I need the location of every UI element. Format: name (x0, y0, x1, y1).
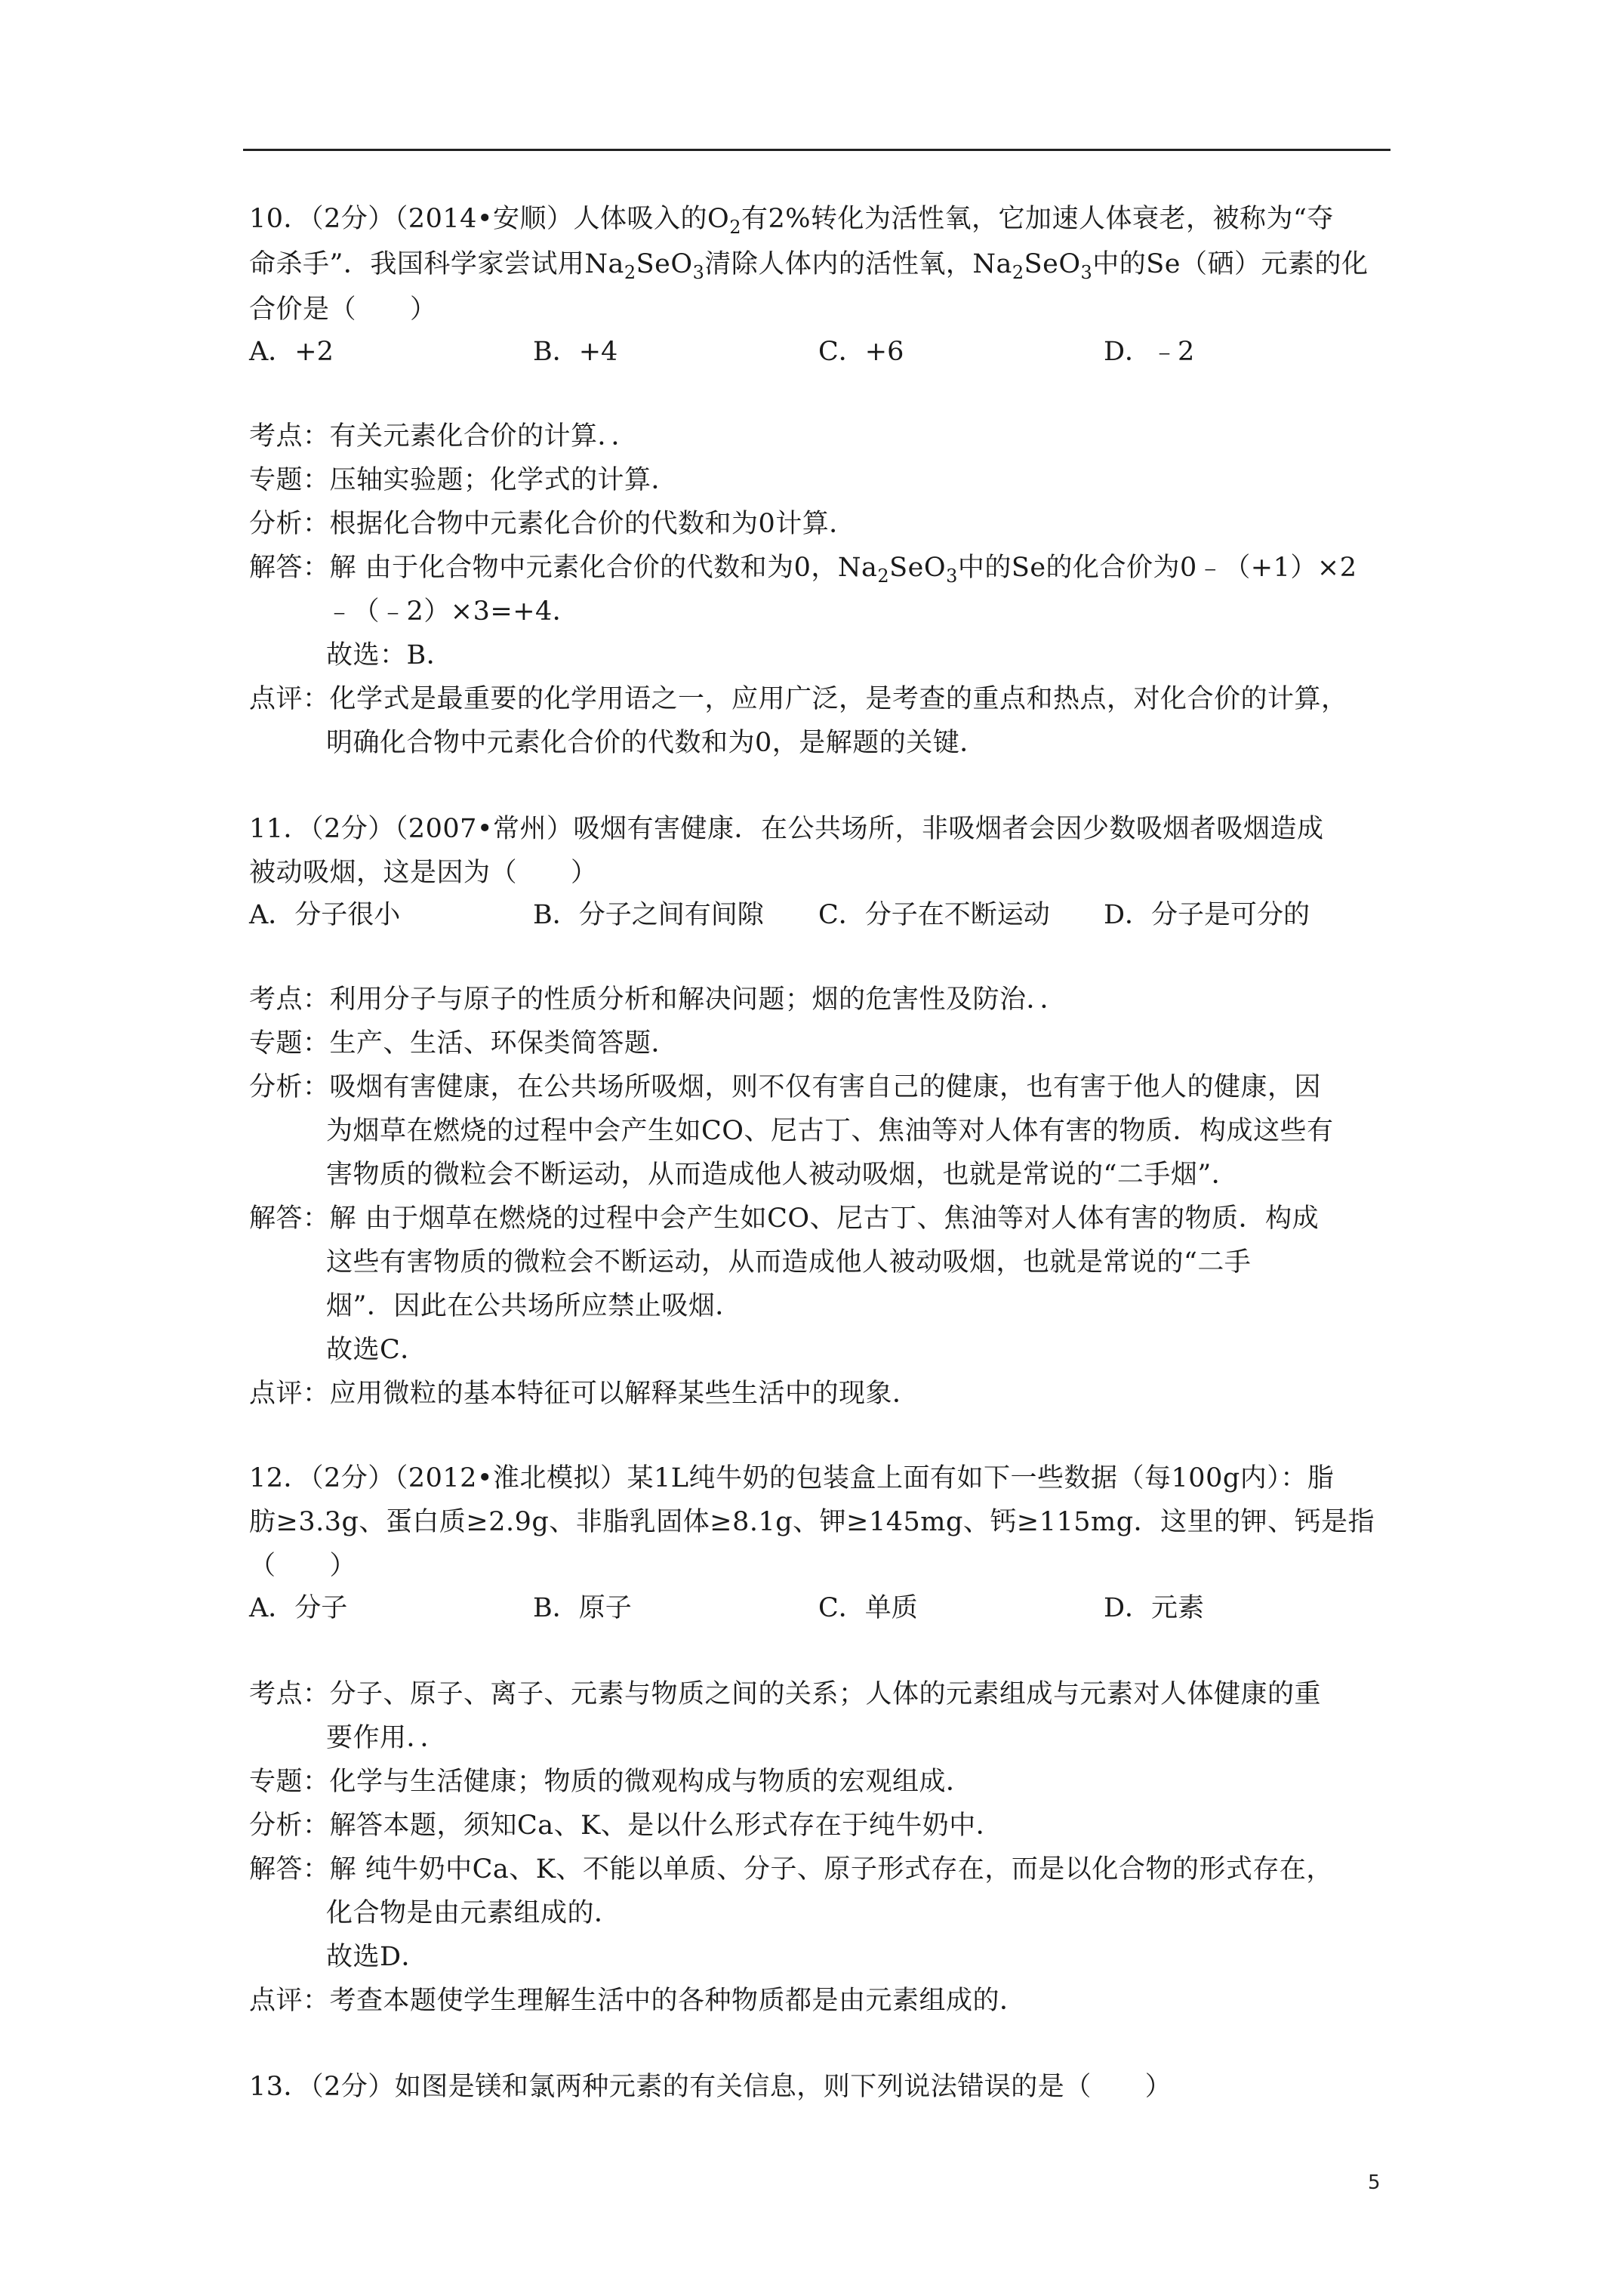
q10-fenxi: 分析：根据化合物中元素化合价的代数和为0计算． (249, 509, 856, 539)
q12-jieda-line1: 解答：解 纯牛奶中Ca、K、不能以单质、分子、原子形式存在，而是以化合物的形式存在， (249, 1854, 1333, 1885)
q11-answer: 故选C． (326, 1335, 427, 1365)
q10-option-a: A．+2 (249, 337, 334, 367)
q10-jieda-line2: ﹣（﹣2）×3=+4． (326, 596, 580, 627)
q12-answer: 故选D． (326, 1942, 429, 1972)
q12-jieda-line2: 化合物是由元素组成的． (326, 1898, 621, 1928)
q12-kaodian-line1: 考点：分子、原子、离子、元素与物质之间的关系；人体的元素组成与元素对人体健康的重 (249, 1679, 1322, 1709)
q10-answer: 故选：B． (326, 640, 454, 670)
q12-option-d: D．元素 (1104, 1593, 1205, 1623)
q11-jieda-line2: 这些有害物质的微粒会不断运动，从而造成他人被动吸烟，也就是常说的“二手 (326, 1247, 1252, 1277)
q10-dianping-line1: 点评：化学式是最重要的化学用语之一，应用广泛，是考查的重点和热点，对化合价的计算， (249, 684, 1348, 714)
q11-stem-line1: 11．（2分）（2007•常州）吸烟有害健康．在公共场所，非吸烟者会因少数吸烟者吸烟造成 (249, 814, 1324, 844)
q12-stem-line1: 12．（2分）（2012•淮北模拟）某1L纯牛奶的包装盒上面有如下一些数据（每100g内）：脂 (249, 1463, 1335, 1493)
q10-dianping-line2: 明确化合物中元素化合价的代数和为0，是解题的关键． (326, 728, 987, 758)
q12-zhuanti: 专题：化学与生活健康；物质的微观构成与物质的宏观组成． (249, 1767, 973, 1797)
q13-stem-line1: 13．（2分）如图是镁和氯两种元素的有关信息，则下列说法错误的是（ ） (249, 2072, 1172, 2102)
q12-option-b: B．原子 (533, 1593, 632, 1623)
q11-option-d: D．分子是可分的 (1104, 900, 1310, 930)
q10-option-b: B．+4 (533, 337, 618, 367)
q12-stem-line2: 肪≥3.3g、蛋白质≥2.9g、非脂乳固体≥8.1g、钾≥145mg、钙≥115mg．这里的钾、钙是指 (249, 1507, 1375, 1537)
q10-jieda-line1: 解答：解 由于化合物中元素化合价的代数和为0，$Na_2SeO_3$中的Se的化合价为0﹣（+1）×2 (249, 553, 1357, 587)
q12-stem-line3: （ ） (249, 1551, 357, 1581)
q11-stem-line2: 被动吸烟，这是因为（ ） (249, 858, 598, 888)
q10-stem-line1: 10．（2分）（2014•安顺）人体吸入的$O_2$有2%转化为活性氧，它加速人体衰老，被称为“夺 (249, 204, 1334, 238)
q10-stem-line3: 合价是（ ） (249, 294, 437, 325)
q12-option-a: A．分子 (249, 1593, 348, 1623)
q12-fenxi: 分析：解答本题，须知Ca、K、是以什么形式存在于纯牛奶中． (249, 1811, 1003, 1841)
q11-fenxi-line3: 害物质的微粒会不断运动，从而造成他人被动吸烟，也就是常说的“二手烟”． (326, 1160, 1239, 1190)
q11-option-b: B．分子之间有间隙 (533, 900, 764, 930)
q11-jieda-line3: 烟”．因此在公共场所应禁止吸烟． (326, 1291, 742, 1321)
q11-fenxi-line1: 分析：吸烟有害健康，在公共场所吸烟，则不仅有害自己的健康，也有害于他人的健康，因 (249, 1072, 1322, 1102)
q11-option-a: A．分子很小 (249, 900, 401, 930)
page-number: 5 (1368, 2171, 1381, 2194)
q12-kaodian-line2: 要作用．． (326, 1723, 448, 1753)
q11-fenxi-line2: 为烟草在燃烧的过程中会产生如CO、尼古丁、焦油等对人体有害的物质．构成这些有 (326, 1116, 1334, 1146)
q10-option-d: D．﹣2 (1104, 337, 1195, 367)
q10-stem-line2: 命杀手”．我国科学家尝试用$Na_2SeO_3$清除人体内的活性氧，$Na_2SeO_3$中的Se（硒）元素的化 (249, 249, 1369, 283)
q11-jieda-line1: 解答：解 由于烟草在燃烧的过程中会产生如CO、尼古丁、焦油等对人体有害的物质．构成 (249, 1203, 1320, 1234)
q11-option-c: C．分子在不断运动 (818, 900, 1050, 930)
q11-kaodian: 考点：利用分子与原子的性质分析和解决问题；烟的危害性及防治．． (249, 985, 1067, 1015)
q12-option-c: C．单质 (818, 1593, 918, 1623)
q10-zhuanti: 专题：压轴实验题；化学式的计算． (249, 465, 679, 495)
q11-zhuanti: 专题：生产、生活、环保类简答题． (249, 1028, 679, 1059)
q11-dianping: 点评：应用微粒的基本特征可以解释某些生活中的现象． (249, 1379, 919, 1409)
q12-dianping: 点评：考查本题使学生理解生活中的各种物质都是由元素组成的． (249, 1986, 1027, 2016)
header-rule (243, 149, 1390, 151)
q10-kaodian: 考点：有关元素化合价的计算．． (249, 421, 639, 451)
q10-option-c: C．+6 (818, 337, 904, 367)
